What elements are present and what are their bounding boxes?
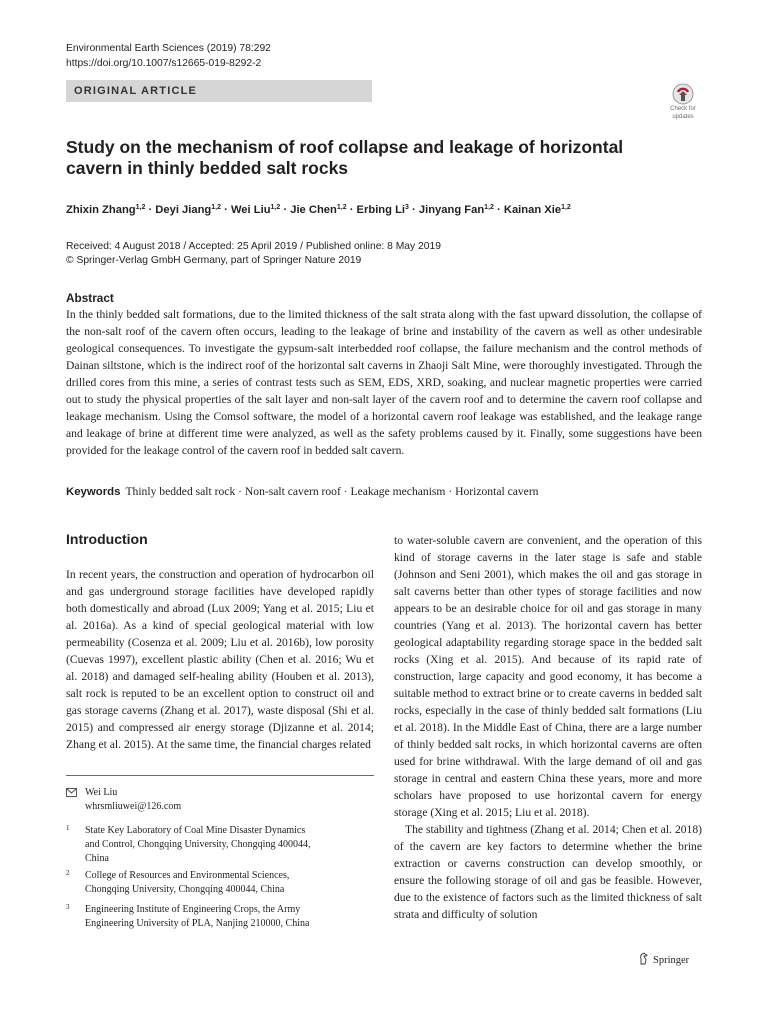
journal-citation: Environmental Earth Sciences (2019) 78:292 [66,43,271,54]
abstract-heading: Abstract [66,291,114,305]
author[interactable]: Wei Liu$^{1,2}$ [230,204,281,216]
author[interactable]: Jie Chen$^{1,2}$ [290,204,347,216]
article-type-banner: ORIGINAL ARTICLE [66,80,372,102]
copyright-line: © Springer-Verlag GmbH Germany, part of Springer Nature 2019 [66,255,362,266]
abstract-body: In the thinly bedded salt formations, due to the limited thickness of the salt strata along with the fast upward dissolution, the collapse of the non-salt roof of the cavern often occurs, leading to the leakage of brine and instability of the cavern as well as other undesirable geological consequences. To investigate the gypsum-salt interbedded roof collapse, the failure mechanism and the control methods of Dainan siltstone, which is the indirect roof of the horizontal salt caverns in Zhaoji Salt Mine, were thoroughly investigated. Through the drilled cores from this mine, a series of contrast tests such as SEM, EDS, XRD, soaking, and nuclear magnetic properties were carried out to study the physical properties of the salt layer and non-salt layer of the cavern roof and to determine the cavern roof collapse and leakage mechanism. Using the Comsol software, the model of a horizontal cavern roof leakage was established, and the leakage range and leakage of brine at different time were analyzed, as well as the safety problems caused by it. Finally, some suggestions have been provided for the leakage control of the cavern roof in bedded salt cavern. [66,308,702,457]
corresponding-author-email[interactable]: whrsmliuwei@126.com [85,801,182,812]
footnote-divider [66,775,374,776]
check-updates-icon [672,83,694,105]
doi-link[interactable]: https://doi.org/10.1007/s12665-019-8292-2 [66,58,262,69]
keywords [66,485,538,498]
author[interactable]: Deyi Jiang$^{1,2}$ [155,204,221,216]
check-for-updates-badge[interactable] [664,83,702,123]
check-updates-line2: updates [672,113,694,120]
introduction-right-column [394,532,702,923]
keywords-text: Thinly bedded salt rock · Non-salt cavern roof · Leakage mechanism · Horizontal cavern [125,485,539,498]
envelope-icon [66,788,77,797]
introduction-paragraph: The stability and tightness (Zhang et al. 2014; Chen et al. 2018) of the cavern are key factors to determine whether the brine extraction or caverns construction can develop smoothly, or ensure the following storage of oil and gas be feasible. However, due to the existence of factors such as the limited thickness of salt strata and difficulty of solution [394,823,702,921]
publisher-name: Springer [653,955,690,966]
received-accepted-published: Received: 4 August 2018 / Accepted: 25 April 2019 / Published online: 8 May 2019 [66,241,441,252]
author[interactable]: Jinyang Fan$^{1,2}$ [418,204,494,216]
publication-dates [66,240,441,268]
springer-horse-icon [638,952,649,965]
introduction-paragraph: to water-soluble cavern are convenient, and the operation of this kind of storage caverns in the later stage is safe and stable (Johnson and Seni 2001), which makes the oil and gas storage in salt caverns better than other types of storage facilities and now appears to be an desirable choice for oil and gas storage in many countries (Yang et al. 2013). The horizontal cavern has better geological adaptability regarding storage space in the bedded salt rocks (Xing et al. 2015). And because of its rapid rate of construction, large capacity and good economy, it has become a suitable method to extract brine or to create caverns in bedded salt rocks, especially in the case of thinly bedded salt formations (Liu et al. 2018). In the Middle East of China, there are a large number of thinly bedded salt rocks, in which horizontal caverns are often used for brine withdrawal. With the large demand of oil and gas storage in central and eastern China these years, more and more scholars have proposed to use horizontal cavern for energy storage (Xing et al. 2015; Liu et al. 2018). [394,534,702,819]
author[interactable]: Zhixin Zhang$^{1,2}$ [66,204,146,216]
affiliation-number: 1 [66,824,70,832]
article-title: Study on the mechanism of roof collapse and leakage of horizontal cavern in thinly bedded salt rocks [66,137,624,178]
corresponding-author-name: Wei Liu [85,787,118,798]
check-updates-line1: Check for [670,106,696,112]
publisher-logo [638,952,689,966]
author-list: Zhixin Zhang$^{1,2}$ · Deyi Jiang$^{1,2}$ · Wei Liu$^{1,2}$ · Jie Chen$^{1,2}$ · Erbing $Li^3$ · Jinyang Fan$^{1,2}$ · Kainan Xie$^{1,2}$ [66,204,571,216]
affiliation-number: 2 [66,869,70,877]
journal-header [66,41,271,71]
introduction-heading: Introduction [66,531,148,547]
keywords-label: Keywords [66,486,121,498]
author[interactable]: Erbing Li$^3$ [356,204,409,216]
affiliation-number: 3 [66,903,70,911]
author[interactable]: Kainan Xie$^{1,2}$ [503,204,571,216]
introduction-left-column: In recent years, the construction and operation of hydrocarbon oil and gas underground storage facilities have developed rapidly both domestically and abroad (Lux 2009; Yang et al. 2015; Liu et al. 2016a). As a kind of special geological material with low permeability (Cosenza et al. 2009; Liu et al. 2016b), low porosity (Cuevas 1997), excellent plastic ability (Chen et al. 2016; Wu et al. 2018) and damaged self-healing ability (Houben et al. 2013), salt rock is reputed to be an excellent option to construct oil and gas storage caverns (Zhang et al. 2017), waste disposal (Shi et al. 2015) and compressed air energy storage (Djizanne et al. 2014; Zhang et al. 2015). At the same time, the financial charges related [66,568,374,751]
